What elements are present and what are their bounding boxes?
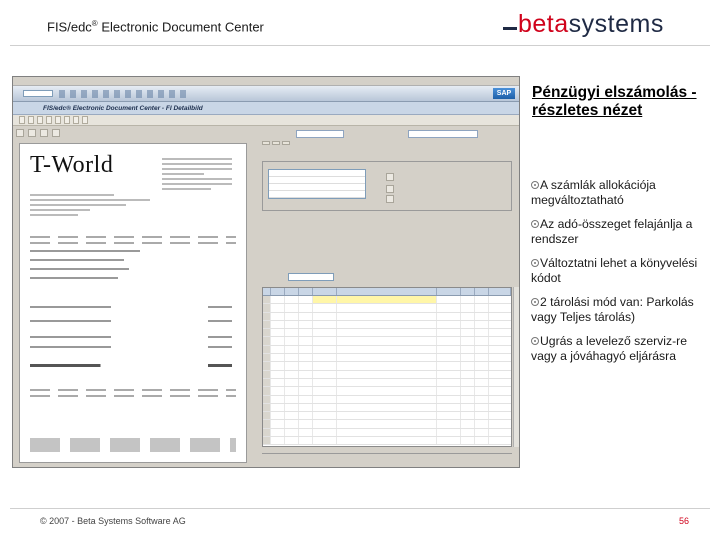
process-field[interactable] (296, 130, 344, 138)
approve-button[interactable] (386, 195, 394, 203)
invoice-note (30, 389, 236, 391)
sap-screenshot (12, 76, 520, 468)
bullet-item: Ugrás a levelező szerviz-re vagy a jóváhagyó eljárásra (531, 334, 687, 363)
fi-detail-pane (258, 127, 520, 468)
grid-row[interactable] (263, 412, 511, 420)
status-field[interactable] (408, 130, 478, 138)
invoice-line (30, 346, 232, 348)
invoice-total (30, 364, 232, 367)
grid-row[interactable] (263, 396, 511, 404)
invoice-fields (30, 250, 140, 286)
detail-tabs (262, 141, 290, 145)
invoice-line (30, 320, 232, 322)
invoice-recipient-address (162, 158, 232, 193)
grid-row[interactable] (263, 387, 511, 395)
grid-row[interactable] (263, 404, 511, 412)
dropdown-row[interactable] (269, 170, 365, 177)
sap-application-toolbar (13, 115, 519, 126)
invoice-line (30, 336, 232, 338)
copyright: © 2007 - Beta Systems Software AG (40, 516, 186, 526)
grid-row[interactable] (263, 296, 511, 304)
grid-row[interactable] (263, 346, 511, 354)
invoice-company-logo: T-World (30, 152, 114, 178)
invoice-viewer-pane (13, 127, 256, 468)
grid-row[interactable] (263, 329, 511, 337)
invoice-meta-row (30, 236, 236, 238)
posting-lines-grid[interactable] (262, 287, 512, 447)
header-divider (10, 45, 710, 46)
invoice-sender-address (30, 194, 150, 219)
grid-row[interactable] (263, 379, 511, 387)
grid-row[interactable] (263, 354, 511, 362)
bullet-icon (531, 220, 539, 228)
tab-2[interactable] (272, 141, 280, 145)
checkbox-button[interactable] (386, 173, 394, 181)
grid-row[interactable] (263, 371, 511, 379)
grid-row[interactable] (263, 304, 511, 312)
slide-title: Pénzügyi elszámolás - részletes nézet (532, 84, 697, 119)
grid-row[interactable] (263, 362, 511, 370)
grid-scrollbar[interactable] (513, 287, 519, 447)
dropdown-row[interactable] (269, 191, 365, 198)
bullet-item: A számlák allokációja megváltoztatható (531, 178, 656, 207)
sap-standard-toolbar (13, 86, 519, 102)
forward-button[interactable] (386, 185, 394, 193)
invoice-line (30, 306, 232, 308)
grid-row[interactable] (263, 429, 511, 437)
sap-menubar (13, 77, 519, 86)
tab-3[interactable] (282, 141, 290, 145)
invoice-note (30, 395, 236, 397)
sap-logo: SAP (493, 88, 515, 99)
grid-header (263, 288, 511, 296)
posting-dropdown-list[interactable] (268, 169, 366, 199)
sap-toolbar-icons (59, 90, 189, 98)
sap-window-title: FIS/edc® Electronic Document Center - FI Detailbild (13, 102, 519, 115)
tab-1[interactable] (262, 141, 270, 145)
dropdown-row[interactable] (269, 184, 365, 191)
dropdown-row[interactable] (269, 177, 365, 184)
header-title: FIS/edc® Electronic Document Center (47, 19, 264, 35)
footer-divider (10, 508, 710, 509)
viewer-toolbar (13, 127, 256, 139)
grid-row[interactable] (263, 321, 511, 329)
bullet-icon (531, 337, 539, 345)
bullet-item: Változtatni lehet a könyvelési kódot (531, 256, 698, 285)
page-number: 56 (679, 516, 690, 526)
grid-row[interactable] (263, 420, 511, 428)
scanned-invoice (19, 143, 247, 463)
betasystems-logo: betasystems (503, 10, 664, 39)
bullet-icon (531, 259, 539, 267)
invoice-footer (30, 438, 236, 452)
sap-command-field (23, 90, 53, 97)
grid-row[interactable] (263, 437, 511, 445)
bullet-icon (531, 181, 539, 189)
bullet-list (531, 178, 711, 373)
filter-field[interactable] (288, 273, 334, 281)
invoice-meta-row (30, 242, 236, 244)
grid-row[interactable] (263, 313, 511, 321)
bullet-item: Az adó-összeget felajánlja a rendszer (531, 217, 693, 246)
grid-row[interactable] (263, 337, 511, 345)
bullet-icon (531, 298, 539, 306)
comment-area[interactable] (262, 453, 512, 467)
bullet-item: 2 tárolási mód van: Parkolás vagy Teljes tárolás) (531, 295, 694, 324)
